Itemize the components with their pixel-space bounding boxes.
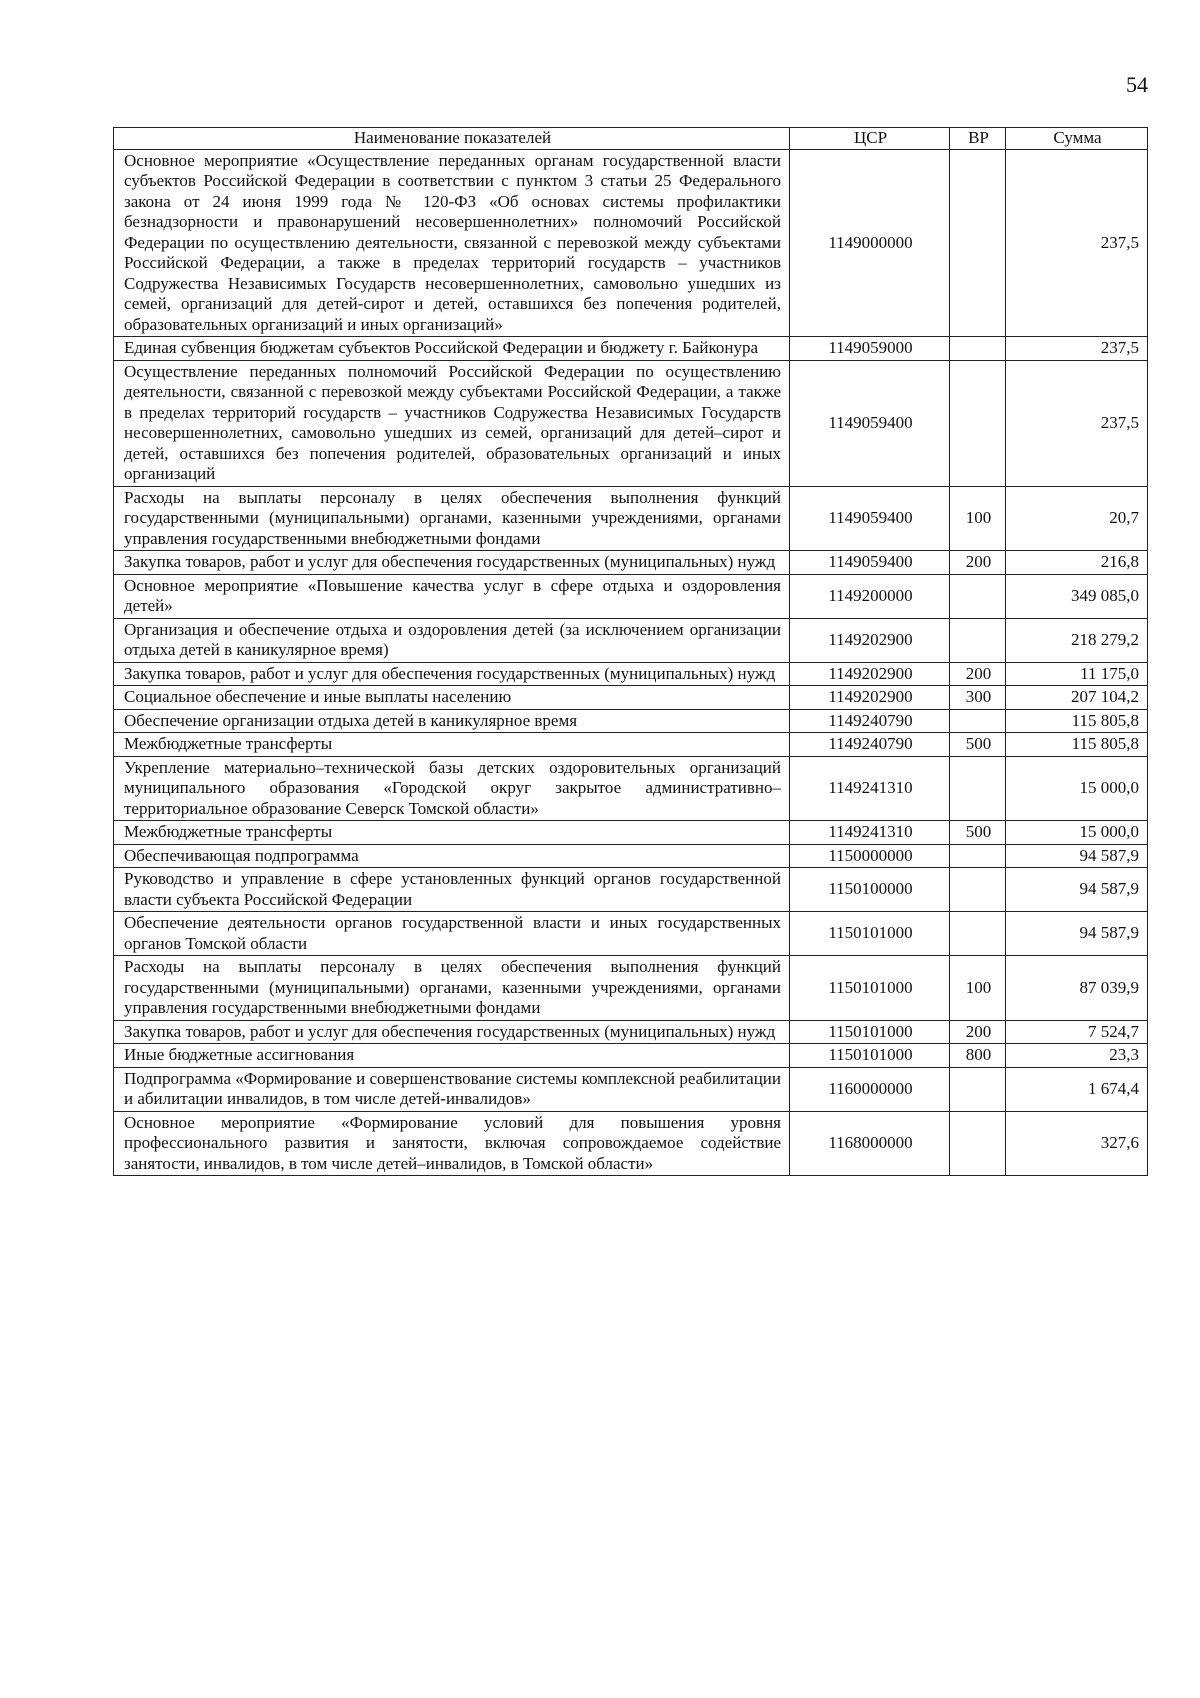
table-header (114, 128, 1148, 150)
table-row (114, 149, 1148, 337)
cell-vr (950, 1111, 1006, 1176)
table-row (114, 912, 1148, 956)
table-row (114, 1044, 1148, 1068)
cell-vr: 500 (950, 821, 1006, 845)
cell-name: Укрепление материально–технической базы детских оздоровительных организаций муниципального образования «Городской округ закрытое административно–территориальное образование Северск Томской области» (114, 756, 790, 821)
cell-sum: 237,5 (1006, 149, 1148, 337)
cell-sum: 207 104,2 (1006, 686, 1148, 710)
cell-sum: 237,5 (1006, 337, 1148, 361)
cell-csr: 1149202900 (790, 618, 950, 662)
cell-csr: 1149240790 (790, 733, 950, 757)
cell-name: Основное мероприятие «Осуществление переданных органам государственной власти субъектов Российской Федерации в соответствии с пунктом 3 статьи 25 Федерального закона от 24 июня 1999 года № 120-ФЗ «Об основах системы профилактики безнадзорности и правонарушений несовершеннолетних» полномочий Российской Федерации по осуществлению деятельности, связанной с перевозкой между субъектами Российской Федерации, а также в пределах территорий государств – участников Содружества Независимых Государств несовершеннолетних, самовольно ушедших из семей, организаций для детей-сирот и детей, оставшихся без попечения родителей, образовательных организаций и иных организаций» (114, 149, 790, 337)
cell-csr: 1150100000 (790, 868, 950, 912)
cell-csr: 1149059000 (790, 337, 950, 361)
cell-sum: 20,7 (1006, 486, 1148, 551)
table-row (114, 733, 1148, 757)
cell-csr: 1150101000 (790, 1044, 950, 1068)
cell-sum: 94 587,9 (1006, 868, 1148, 912)
cell-csr: 1150000000 (790, 844, 950, 868)
cell-sum: 349 085,0 (1006, 574, 1148, 618)
table-row (114, 868, 1148, 912)
cell-vr (950, 868, 1006, 912)
table-row (114, 551, 1148, 575)
cell-name: Основное мероприятие «Повышение качества услуг в сфере отдыха и оздоровления детей» (114, 574, 790, 618)
cell-vr: 200 (950, 662, 1006, 686)
cell-vr (950, 149, 1006, 337)
cell-vr: 100 (950, 956, 1006, 1021)
page-number: 54 (1126, 72, 1148, 97)
cell-csr: 1149241310 (790, 821, 950, 845)
cell-name: Закупка товаров, работ и услуг для обеспечения государственных (муниципальных) нужд (114, 551, 790, 575)
cell-name: Обеспечивающая подпрограмма (114, 844, 790, 868)
cell-name: Обеспечение деятельности органов государственной власти и иных государственных органов Томской области (114, 912, 790, 956)
cell-csr: 1149059400 (790, 551, 950, 575)
cell-vr: 100 (950, 486, 1006, 551)
cell-vr (950, 337, 1006, 361)
cell-csr: 1150101000 (790, 912, 950, 956)
cell-sum: 115 805,8 (1006, 709, 1148, 733)
cell-sum: 15 000,0 (1006, 821, 1148, 845)
cell-name: Социальное обеспечение и иные выплаты населению (114, 686, 790, 710)
table-row (114, 360, 1148, 486)
cell-csr: 1150101000 (790, 956, 950, 1021)
cell-name: Осуществление переданных полномочий Российской Федерации по осуществлению деятельности, связанной с перевозкой между субъектами Российской Федерации, а также в пределах территорий государств – участников Содружества Независимых Государств несовершеннолетних, самовольно ушедших из семей, организаций для детей–сирот и детей, оставшихся без попечения родителей, образовательных организаций и иных организаций (114, 360, 790, 486)
table-row (114, 337, 1148, 361)
cell-name: Организация и обеспечение отдыха и оздоровления детей (за исключением организации отдыха детей в каникулярное время) (114, 618, 790, 662)
cell-vr (950, 709, 1006, 733)
table-row (114, 618, 1148, 662)
cell-csr: 1150101000 (790, 1020, 950, 1044)
cell-vr (950, 1067, 1006, 1111)
cell-vr: 500 (950, 733, 1006, 757)
cell-csr: 1149059400 (790, 486, 950, 551)
cell-vr (950, 574, 1006, 618)
cell-vr: 800 (950, 1044, 1006, 1068)
budget-table (113, 127, 1148, 1176)
cell-vr: 200 (950, 551, 1006, 575)
cell-sum: 11 175,0 (1006, 662, 1148, 686)
header-sum: Сумма (1006, 128, 1148, 150)
cell-name: Межбюджетные трансферты (114, 821, 790, 845)
cell-sum: 15 000,0 (1006, 756, 1148, 821)
cell-vr: 300 (950, 686, 1006, 710)
cell-sum: 23,3 (1006, 1044, 1148, 1068)
header-vr: ВР (950, 128, 1006, 150)
cell-sum: 1 674,4 (1006, 1067, 1148, 1111)
table-row (114, 486, 1148, 551)
cell-name: Расходы на выплаты персоналу в целях обеспечения выполнения функций государственными (муниципальными) органами, казенными учреждениями, органами управления государственными внебюджетными фондами (114, 486, 790, 551)
cell-csr: 1149059400 (790, 360, 950, 486)
table-row (114, 709, 1148, 733)
cell-sum: 94 587,9 (1006, 912, 1148, 956)
cell-name: Подпрограмма «Формирование и совершенствование системы комплексной реабилитации и абилитации инвалидов, в том числе детей-инвалидов» (114, 1067, 790, 1111)
cell-vr (950, 756, 1006, 821)
cell-name: Расходы на выплаты персоналу в целях обеспечения выполнения функций государственными (муниципальными) органами, казенными учреждениями, органами управления государственными внебюджетными фондами (114, 956, 790, 1021)
cell-csr: 1168000000 (790, 1111, 950, 1176)
cell-vr (950, 912, 1006, 956)
cell-sum: 7 524,7 (1006, 1020, 1148, 1044)
cell-name: Обеспечение организации отдыха детей в каникулярное время (114, 709, 790, 733)
table-row (114, 662, 1148, 686)
cell-name: Межбюджетные трансферты (114, 733, 790, 757)
header-name: Наименование показателей (114, 128, 790, 150)
cell-csr: 1149240790 (790, 709, 950, 733)
cell-name: Руководство и управление в сфере установленных функций органов государственной власти субъекта Российской Федерации (114, 868, 790, 912)
table-row (114, 844, 1148, 868)
cell-csr: 1160000000 (790, 1067, 950, 1111)
cell-vr (950, 844, 1006, 868)
cell-sum: 327,6 (1006, 1111, 1148, 1176)
table-row (114, 821, 1148, 845)
cell-sum: 218 279,2 (1006, 618, 1148, 662)
table-row (114, 574, 1148, 618)
cell-sum: 94 587,9 (1006, 844, 1148, 868)
cell-vr (950, 618, 1006, 662)
cell-sum: 87 039,9 (1006, 956, 1148, 1021)
table-body (114, 149, 1148, 1176)
cell-sum: 216,8 (1006, 551, 1148, 575)
cell-vr (950, 360, 1006, 486)
table-row (114, 686, 1148, 710)
cell-csr: 1149202900 (790, 662, 950, 686)
header-csr: ЦСР (790, 128, 950, 150)
cell-name: Основное мероприятие «Формирование условий для повышения уровня профессионального развития и занятости, включая сопровождаемое содействие занятости, инвалидов, в том числе детей–инвалидов, в Томской области» (114, 1111, 790, 1176)
cell-sum: 115 805,8 (1006, 733, 1148, 757)
cell-name: Закупка товаров, работ и услуг для обеспечения государственных (муниципальных) нужд (114, 1020, 790, 1044)
table-row (114, 1111, 1148, 1176)
cell-name: Единая субвенция бюджетам субъектов Российской Федерации и бюджету г. Байконура (114, 337, 790, 361)
table-row (114, 1020, 1148, 1044)
cell-name: Иные бюджетные ассигнования (114, 1044, 790, 1068)
cell-csr: 1149202900 (790, 686, 950, 710)
table-row (114, 956, 1148, 1021)
cell-csr: 1149000000 (790, 149, 950, 337)
cell-sum: 237,5 (1006, 360, 1148, 486)
table-row (114, 1067, 1148, 1111)
cell-csr: 1149241310 (790, 756, 950, 821)
table-row (114, 756, 1148, 821)
cell-name: Закупка товаров, работ и услуг для обеспечения государственных (муниципальных) нужд (114, 662, 790, 686)
header-row (114, 128, 1148, 150)
cell-csr: 1149200000 (790, 574, 950, 618)
cell-vr: 200 (950, 1020, 1006, 1044)
